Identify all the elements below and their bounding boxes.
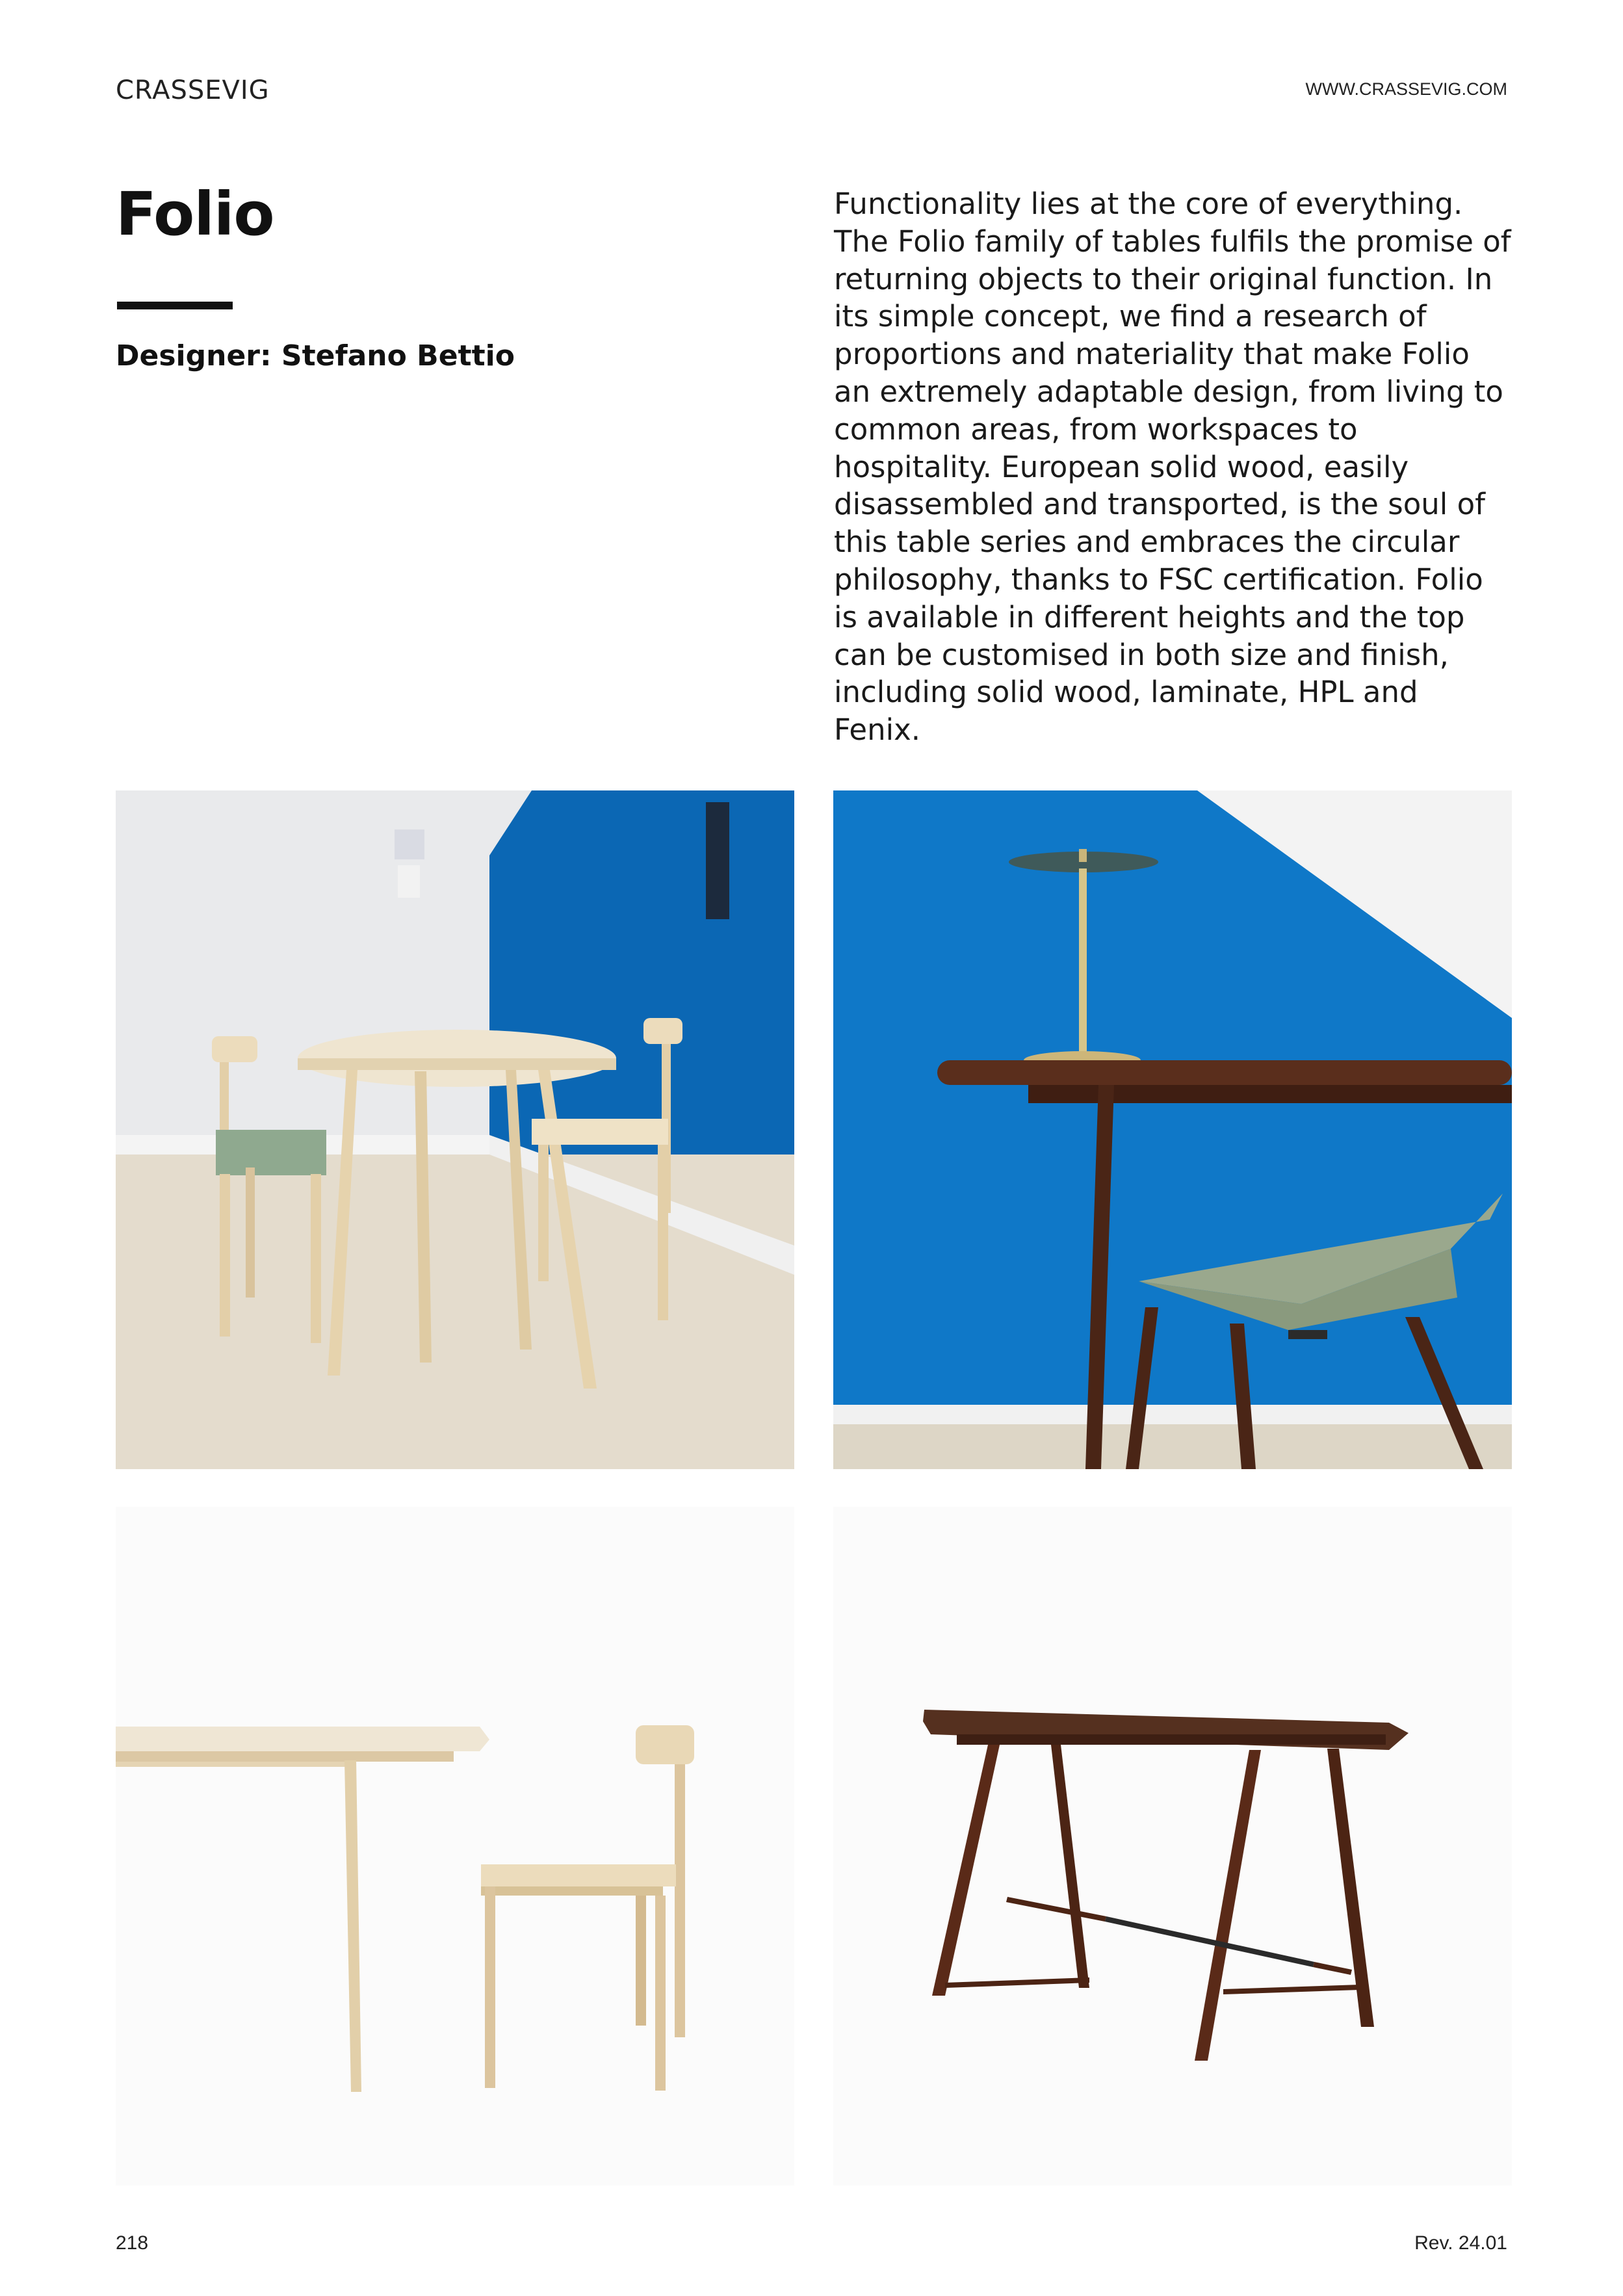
page-title: Folio bbox=[116, 179, 274, 249]
photo-table-with-chairs bbox=[116, 790, 794, 1469]
brand-logo: CRASSEVIG bbox=[116, 75, 270, 105]
revision-label: Rev. 24.01 bbox=[1414, 2232, 1507, 2254]
page-number: 218 bbox=[116, 2232, 149, 2254]
designer-credit: Designer: Stefano Bettio bbox=[116, 339, 515, 372]
photo-light-table-and-chair bbox=[116, 1507, 794, 2185]
photo-dark-high-table bbox=[833, 1507, 1512, 2185]
title-divider bbox=[117, 302, 233, 309]
website-url: WWW.CRASSEVIG.COM bbox=[1305, 79, 1507, 99]
product-description: Functionality lies at the core of everything. The Folio family of tables fulfils the promise of returning objects to their original function. In its simple concept, we find a research of proportions and materiality that make Folio an extremely adaptable design, from living to common areas, from workspaces to hospitality. European solid wood, easily disassembled and transported, is the soul of this table series and embraces the circular philosophy, thanks to FSC certification. Folio is available in different heights and the top can be customised in both size and finish, including solid wood, laminate, HPL and Fenix. bbox=[834, 187, 1511, 748]
photo-high-table-with-lamp bbox=[833, 790, 1512, 1469]
